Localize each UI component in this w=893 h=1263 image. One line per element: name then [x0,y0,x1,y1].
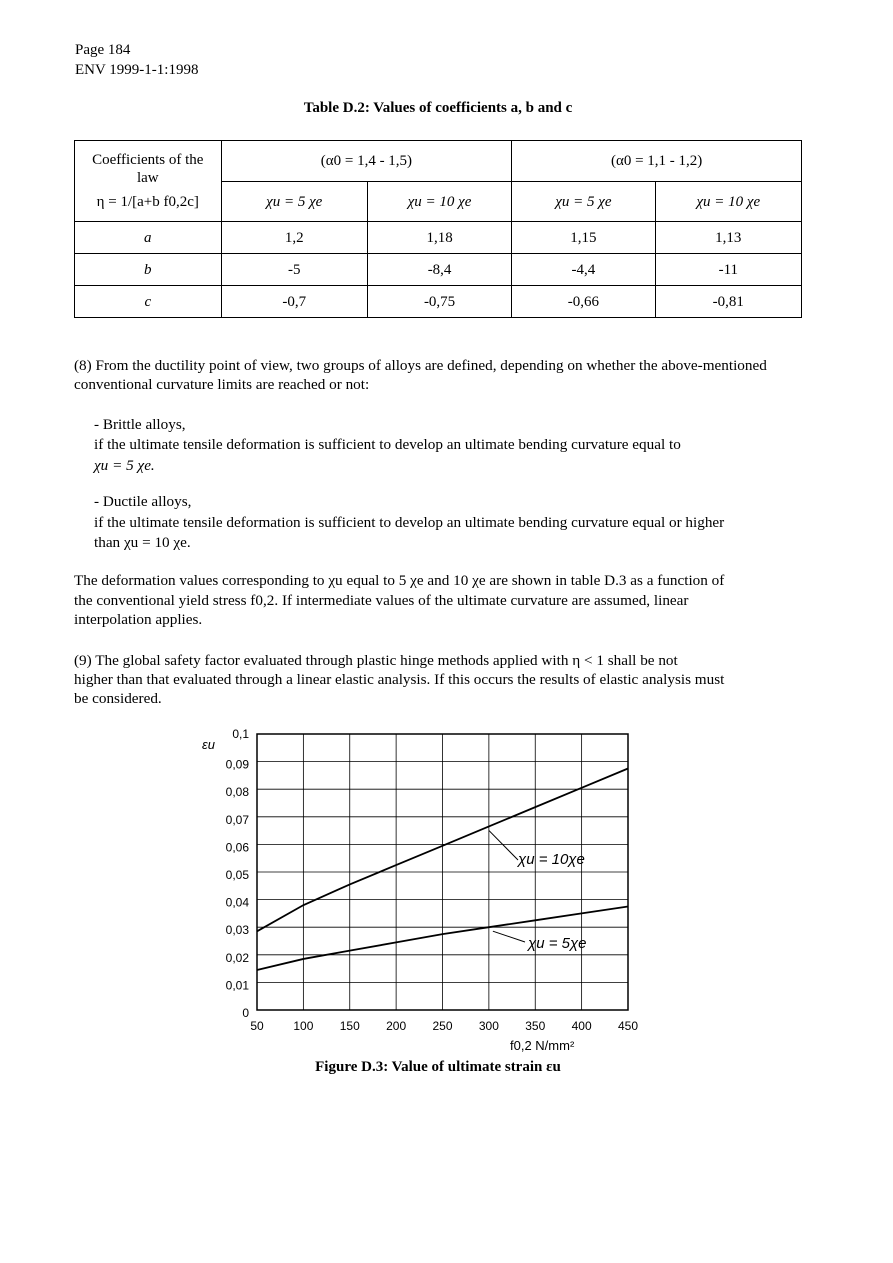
y-axis-label: εu [202,737,215,752]
y-tick-label: 0,04 [225,895,249,910]
x-tick-label: 350 [525,1019,546,1033]
table-cell: -8,4 [367,254,511,286]
subheader-cell: χu = 5 χe [512,182,655,222]
paragraph-9-line2: higher than that evaluated through a linear elastic analysis. If this occurs the results of elastic analysis must [74,671,725,688]
corner-line2: law [136,170,159,186]
standard-reference: ENV 1999-1-1:1998 [75,62,199,78]
x-tick-label: 400 [571,1019,592,1033]
x-tick-label: 100 [293,1019,314,1033]
x-tick-label: 250 [432,1019,453,1033]
subheader-cell: χu = 10 χe [367,182,511,222]
corner-line1: Coefficients of the [92,152,204,168]
y-tick-label: 0 [242,1006,249,1020]
row-label: b [75,254,222,286]
x-tick-label: 300 [478,1019,499,1033]
x-tick-label: 50 [250,1019,264,1033]
table-cell: 1,2 [221,222,367,254]
table-cell: -4,4 [512,254,655,286]
figure-caption: Figure D.3: Value of ultimate strain εu [315,1059,561,1075]
annotation-label: χu = 10χe [518,851,585,868]
annotation-leader [489,830,518,860]
y-tick-label: 0,07 [225,812,249,827]
annotation-leader [493,931,525,942]
x-axis-label: f0,2 N/mm² [510,1038,575,1053]
table-cell: -0,66 [512,286,655,318]
row-label: c [75,286,222,318]
subheader-cell: χu = 5 χe [221,182,367,222]
paragraph-9-line3: be considered. [74,690,162,707]
brittle-text: if the ultimate tensile deformation is sufficient to develop an ultimate bending curvature equal to [94,436,681,453]
table-cell: 1,15 [512,222,655,254]
table-cell: -0,75 [367,286,511,318]
deformation-line1: The deformation values corresponding to χu equal to 5 χe and 10 χe are shown in table D.3 as a function of [74,572,725,589]
table-cell: -0,7 [221,286,367,318]
y-tick-label: 0,09 [225,757,249,772]
corner-formula: η = 1/[a+b f0,2c] [96,194,199,210]
y-tick-label: 0,02 [225,950,249,965]
x-tick-label: 450 [617,1019,639,1033]
y-tick-label: 0,08 [225,785,249,800]
brittle-equation: χu = 5 χe. [94,457,155,474]
annotation-label: χu = 5χe [528,935,587,952]
deformation-line2: the conventional yield stress f0,2. If intermediate values of the ultimate curvature are assumed, linear [74,592,689,609]
y-tick-label: 0,03 [225,923,249,938]
y-tick-label: 0,06 [225,840,249,855]
ductile-text: if the ultimate tensile deformation is sufficient to develop an ultimate bending curvature equal or higher [94,514,725,531]
x-tick-label: 150 [339,1019,360,1033]
table-cell: 1,18 [367,222,511,254]
table-caption: Table D.2: Values of coefficients a, b and c [303,100,573,116]
y-tick-label: 0,1 [232,727,249,741]
row-label: a [75,222,222,254]
ductile-equation: than χu = 10 χe. [94,534,191,551]
table-cell: -0,81 [655,286,801,318]
paragraph-9-line1: (9) The global safety factor evaluated through plastic hinge methods applied with η < 1 shall be not [74,652,678,669]
brittle-title: - Brittle alloys, [94,416,186,433]
deformation-line3: interpolation applies. [74,611,203,628]
group-header-2: (α0 = 1,1 - 1,2) [512,141,802,182]
table-cell: 1,13 [655,222,801,254]
y-tick-label: 0,05 [225,868,249,882]
paragraph-8: (8) From the ductility point of view, two groups of alloys are defined, depending on whether the above-mentioned conventional curvature limits are reached or not: [74,357,767,393]
y-tick-label: 0,01 [225,978,249,993]
subheader-cell: χu = 10 χe [655,182,801,222]
ductile-title: - Ductile alloys, [94,493,192,510]
table-cell: -5 [221,254,367,286]
table-cell: -11 [655,254,801,286]
page-number: Page 184 [75,42,131,58]
x-tick-label: 200 [386,1019,407,1033]
group-header-1: (α0 = 1,4 - 1,5) [221,141,512,182]
